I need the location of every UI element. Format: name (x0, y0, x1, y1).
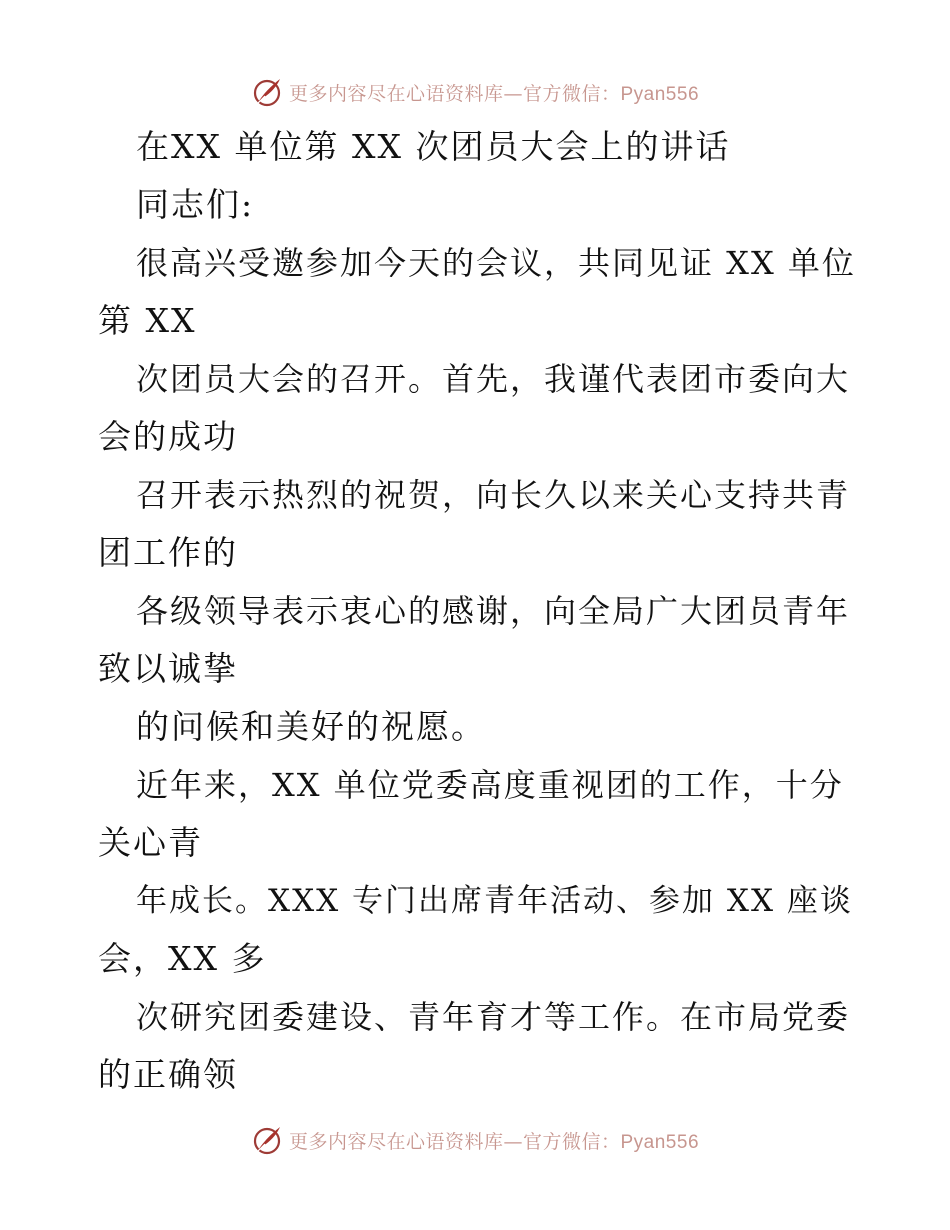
watermark-text: 更多内容尽在心语资料库—官方微信：Pyan556 (288, 82, 700, 105)
paragraph-line: 的正确领 (98, 1055, 238, 1094)
header-watermark (0, 72, 950, 112)
document-body (98, 118, 858, 1104)
paragraph-line: 团工作的 (98, 533, 238, 572)
watermark-text: 更多内容尽在心语资料库—官方微信：Pyan556 (288, 1130, 700, 1153)
paragraph-line: 次团员大会的召开。首先，我谨代表团市委向大 (136, 360, 851, 398)
paragraph-line: 召开表示热烈的祝贺，向长久以来关心支持共青 (136, 476, 851, 514)
doc-title: 在XX 单位第 XX 次团员大会上的讲话 (136, 127, 731, 166)
paragraph-line: 年成长。XXX 专门出席青年活动、参加 XX 座谈 (136, 883, 853, 919)
feather-pen-circle-icon (251, 76, 283, 108)
feather-pen-circle-icon (251, 1124, 283, 1156)
paragraph-line: 次研究团委建设、青年育才等工作。在市局党委 (136, 998, 851, 1036)
paragraph-line: 各级领导表示衷心的感谢，向全局广大团员青年 (136, 592, 851, 630)
paragraph-line: 很高兴受邀参加今天的会议，共同见证 XX 单位 (136, 244, 856, 282)
paragraph-line: 近年来，XX 单位党委高度重视团的工作，十分 (136, 766, 844, 804)
footer-watermark (0, 1120, 950, 1160)
salutation: 同志们: (136, 185, 255, 224)
paragraph-line: 会的成功 (98, 417, 238, 456)
paragraph-line: 第 XX (98, 301, 197, 340)
paragraph-line: 致以诚挚 (98, 649, 238, 688)
paragraph-line: 关心青 (98, 823, 203, 862)
paragraph-line: 的问候和美好的祝愿。 (136, 707, 486, 746)
paragraph-line: 会，XX 多 (98, 939, 267, 978)
